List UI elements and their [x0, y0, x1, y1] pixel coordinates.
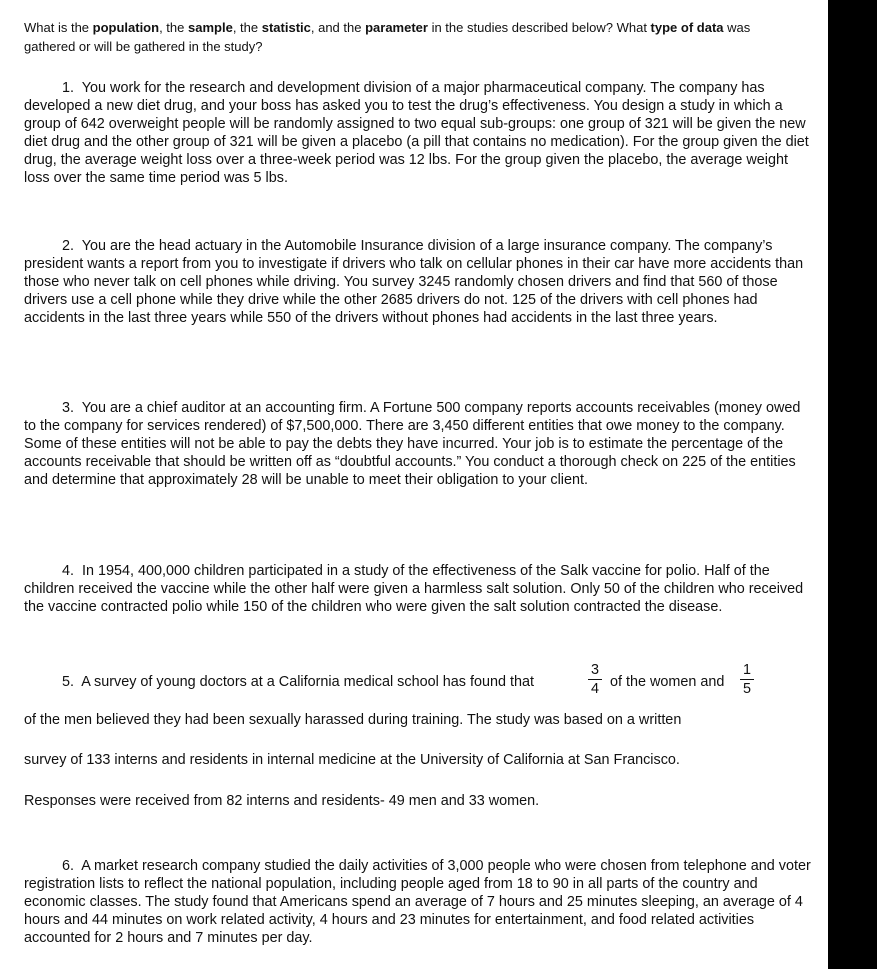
intro-bold-population: population [92, 20, 160, 35]
question-5-line-2 [24, 711, 814, 729]
intro-bold-type-of-data: type of data [650, 20, 724, 35]
question-text: In 1954, 400,000 children participated in a study of the effectiveness of the Salk vaccine for polio. Half of the children received the vaccine while the other half were given a harmless salt solution. Only 50 of the children who received the vaccine contracted polio while 150 of the children who were given the salt solution contracted the disease. [24, 563, 804, 615]
question-5-line-3 [24, 751, 814, 769]
question-number: 1. [62, 80, 75, 96]
intro-text: , and the [310, 20, 366, 35]
question-2 [24, 237, 814, 327]
fraction-denominator: 5 [742, 681, 751, 697]
question-number: 2. [62, 238, 75, 254]
fraction-numerator: 3 [590, 662, 599, 678]
question-number: 4. [62, 563, 75, 579]
question-5-line-4 [24, 792, 814, 810]
intro-bold-parameter: parameter [365, 20, 428, 35]
question-text: survey of 133 interns and residents in internal medicine at the University of California at San Francisco. [24, 752, 680, 768]
fraction-bar [740, 679, 754, 680]
intro-bold-statistic: statistic [261, 20, 311, 35]
fraction-denominator: 4 [590, 681, 599, 697]
question-6 [24, 857, 814, 947]
question-text: You are a chief auditor at an accounting firm. A Fortune 500 company reports accounts receivables (money owed to the company for services rendered) of $7,500,000. There are 3,450 different entities that owe money to the company. Some of these entities will not be able to pay the debts they have incurred. Your job is to estimate the percentage of the accounts receivable that should be written off as “doubtful accounts.” You conduct a thorough check on 225 of the entities and determine that approximately 28 will be unable to meet their obligation to your client. [24, 400, 801, 488]
question-number: 6. [62, 858, 75, 874]
right-black-margin [828, 0, 877, 969]
question-text: You work for the research and development division of a major pharmaceutical company. The company has developed a new diet drug, and your boss has asked you to test the drug’s effectiveness. You design a study in which a group of 642 overweight people will be randomly assigned to two equal sub-groups: one group of 321 will be given the new diet drug and the other group of 321 will be given a placebo (a pill that contains no medication). For the group given the diet drug, the average weight loss over a three-week period was 12 lbs. For the group given the placebo, the average weight loss over the same time period was 5 lbs. [24, 80, 809, 186]
intro-bold-sample: sample [188, 20, 233, 35]
question-text: You are the head actuary in the Automobile Insurance division of a large insurance company. The company’s president wants a report from you to investigate if drivers who talk on cellular phones in their car have more accidents than those who never talk on cell phones while driving. You survey 3245 randomly chosen drivers and find that 560 of those drivers use a cell phone while they drive while the other 2685 drivers do not. 125 of the drivers with cell phones had accidents in the last three years while 550 of the drivers without phones had accidents in the last three years. [24, 238, 804, 326]
fraction-numerator: 1 [742, 662, 751, 678]
intro-text: , the [159, 20, 188, 35]
intro-text: What is the [24, 20, 93, 35]
question-number: 5. [62, 674, 75, 690]
question-3 [24, 399, 814, 489]
question-text: of the women and [610, 674, 725, 690]
fraction-bar [588, 679, 602, 680]
question-number: 3. [62, 400, 75, 416]
question-text: A survey of young doctors at a California medical school has found that [81, 674, 534, 690]
question-5-middle [610, 673, 750, 691]
question-text: A market research company studied the daily activities of 3,000 people who were chosen from telephone and voter registration lists to reflect the national population, including people aged from 18 to 90 in all parts of the country and economic classes. The study found that Americans spend an average of 7 hours and 25 minutes sleeping, an average of 4 hours and 44 minutes on work related activity, 4 hours and 23 minutes for entertainment, and food related activities accounted for 2 hours and 7 minutes per day. [24, 858, 811, 946]
intro-text: , the [232, 20, 262, 35]
intro-text: was gathered or will be gathered in the study? [24, 20, 751, 54]
intro-text: in the studies described below? What [427, 20, 651, 35]
question-1 [24, 79, 814, 187]
fraction-one-fifth [737, 662, 757, 697]
fraction-three-quarters [585, 662, 605, 697]
question-4 [24, 562, 814, 616]
question-text: Responses were received from 82 interns and residents- 49 men and 33 women. [24, 793, 540, 809]
question-text: of the men believed they had been sexually harassed during training. The study was based on a written [24, 712, 682, 728]
instructions [24, 18, 784, 56]
